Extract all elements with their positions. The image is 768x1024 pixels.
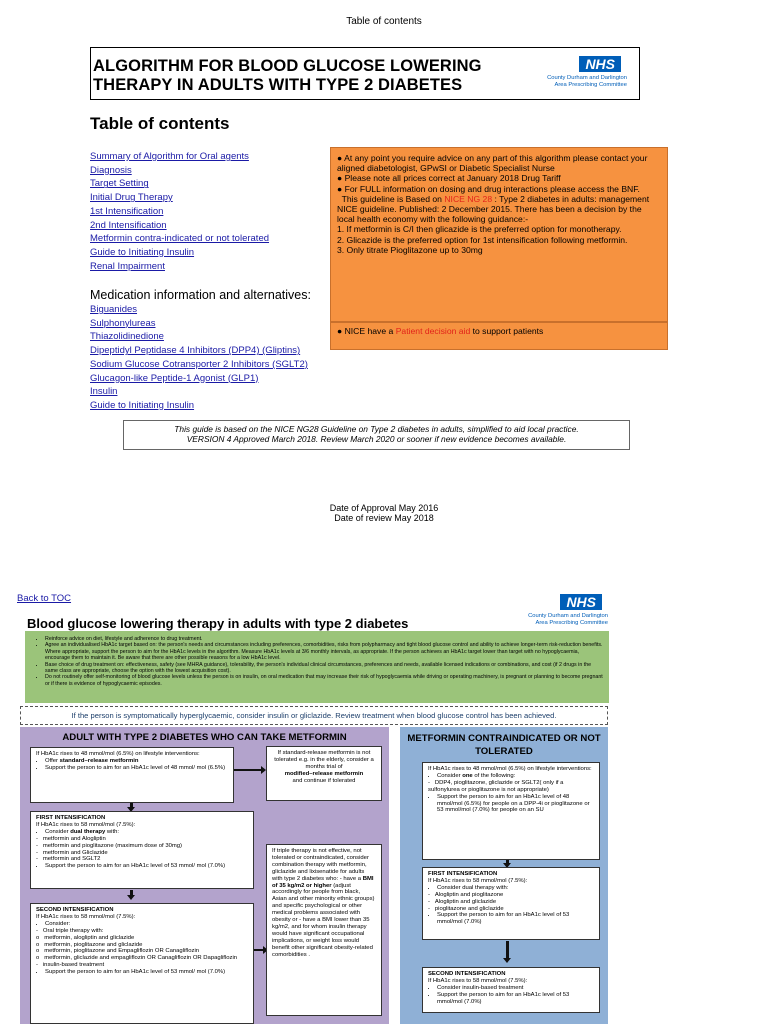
box-text-bold: dual therapy (70, 828, 106, 835)
box-bullet (45, 758, 228, 765)
box-text: Oral triple therapy with: (42, 927, 104, 934)
advice-bullet: • Base choice of drug treatment on: effectiveness, safety (see MHRA guidance), tolerability, the person's individual clinical circumstances, preferences and needs, available licensed indications or combinations, and cost (if 2 drugs in the same class are appropriate, choose the option with the lowest acquisition cost). (45, 662, 603, 675)
nice-ng28-link[interactable]: NICE NG 28 (444, 193, 495, 204)
medication-link-list (90, 303, 308, 413)
toc-heading: Table of contents (90, 114, 230, 133)
toc-link-initiating-insulin[interactable]: Guide to Initiating Insulin (90, 246, 195, 258)
advice-text: ● For FULL information on dosing and drug interactions please access the BNF. (337, 183, 640, 194)
box-text: metformin, pioglitazone and Empagliflozin OR Canagliflozin (44, 948, 200, 955)
box-text: metformin and pioglitazone (maximum dose of 30mg) (42, 842, 183, 849)
document-title-box (90, 47, 640, 100)
box-dash-item: - insulin-based treatment (36, 962, 105, 969)
triple-therapy-alternative-box (266, 844, 382, 1016)
decision-aid-text: ● NICE have a (337, 326, 396, 336)
advice-bullet: • Reinforce advice on diet, lifestyle and adherence to drug treatment. (45, 636, 603, 642)
toc-link-list (90, 150, 269, 273)
nhs-logo-subtitle (478, 613, 608, 627)
box-bullet: • Support the person to aim for an HbA1c level of 53 mmol/mol (7.0%) (437, 912, 594, 926)
advice-bullet: • Do not routinely offer self-monitoring of blood glucose levels unless the person is on insulin, on oral medication that may increase their risk of hypoglycaemia while driving or operating machinery, is pregnant or planning to become pregnant or if there is evidence of hypoglycaemic episodes. (45, 674, 603, 687)
box-bullet: • Support the person to aim for an HbA1c level of 48 mmol/ mol (6.5%) (45, 765, 228, 772)
box-bullet: • Consider dual therapy with: (437, 885, 594, 892)
box-heading: SECOND INTENSIFICATION (428, 971, 506, 977)
box-bullet: • Support the person to aim for an HbA1c level of 48 mmol/mol (6.5%) for people on a DPP-4i or pioglitazone or 53 mmol/mol (7.0%) for people on an SU (437, 794, 594, 815)
box-bullet: • Consider: (45, 921, 248, 928)
patient-decision-aid-link[interactable]: Patient decision aid (395, 326, 471, 336)
document-title-line: ALGORITHM FOR BLOOD GLUCOSE LOWERING (93, 57, 482, 75)
box-heading: FIRST INTENSIFICATION (428, 871, 498, 877)
back-to-toc-link[interactable]: Back to TOC (17, 593, 72, 604)
advice-text: ● At any point you require advice on any part of this algorithm please contact your aligned diabetologist, GPwSI or Diabetic Specialist Nurse (337, 153, 648, 174)
box-text: Alogliptin and gliclazide (434, 898, 497, 905)
box-text: metformin and SGLT2 (42, 856, 101, 863)
box-dash-item: - pioglitazone and gliclazide (428, 905, 504, 912)
box-heading: FIRST INTENSIFICATION (36, 815, 106, 821)
toc-link-initial-drug-therapy[interactable]: Initial Drug Therapy (90, 192, 173, 204)
box-bullet: • Consider insulin-based treatment (437, 985, 594, 992)
document-title (93, 57, 482, 95)
metformin-contraindicated-heading: METFORMIN CONTRAINDICATED OR NOT TOLERATED (407, 733, 601, 757)
box-text-bold: one (462, 772, 473, 779)
box-bullet: • Support the person to aim for an HbA1c level of 53 mmol/ mol (7.0%) (45, 969, 248, 976)
box-text: Offer (45, 757, 60, 764)
metformin-pathway-heading: ADULT WITH TYPE 2 DIABETES WHO CAN TAKE METFORMIN (62, 732, 347, 743)
document-title-line: THERAPY IN ADULTS WITH TYPE 2 DIABETES (93, 76, 463, 94)
box-text: If triple therapy is not effective, not tolerated or contraindicated, consider combination therapy with metformin, gliclazide and lixisenatide for adults with type 2 diabetes who: - have a (272, 848, 369, 882)
arrow-down-icon (506, 941, 509, 959)
box-text: Consider (437, 772, 463, 779)
arrow-down-icon (506, 860, 509, 864)
contraindicated-initial-box (422, 762, 600, 860)
box-text-bold: standard–release metformin (59, 757, 139, 764)
box-text: If HbA1c rises to 58 mmol/mol (7.5%): (36, 913, 136, 920)
advice-box (330, 147, 668, 322)
modified-release-box (266, 746, 382, 801)
box-text: DDP4, pioglitazone, gliclazide or SGLT2( only if a sulfonylurea or pioglitazone is not appropriate) (428, 779, 564, 793)
toc-link-2nd-intensification[interactable]: 2nd Intensification (90, 219, 167, 231)
med-link-initiating-insulin[interactable]: Guide to Initiating Insulin (90, 399, 195, 411)
advice-text: 3. Only titrate Pioglitazone up to 30mg (337, 244, 483, 255)
metformin-pathway-panel (20, 727, 389, 1024)
box-text: If standard-release metformin is not tolerated e.g. in the elderly, consider a months trial of (274, 750, 374, 770)
advice-text: 1. If metformin is C/I then glicazide is the preferred option for monotherapy. (337, 224, 622, 235)
med-link-sulphonylureas[interactable]: Sulphonylureas (90, 317, 156, 329)
box-dash-item: - metformin and Gliclazide (36, 849, 108, 856)
advice-text: NICE guideline. Published: 2 December 2015. There has been a decision by the local health economy with the following guidance:- (337, 204, 642, 225)
initial-therapy-box (30, 747, 234, 803)
box-text: If HbA1c rises to 58 mmol/mol (7.5%): (36, 821, 136, 828)
box-dash-item: - Alogliptin and gliclazide (428, 898, 497, 905)
toc-link-renal-impairment[interactable]: Renal Impairment (90, 260, 165, 272)
med-link-dpp4[interactable]: Dipeptidyl Peptidase 4 Inhibitors (DPP4) (Gliptins) (90, 345, 301, 357)
box-text: pioglitazone and gliclazide (434, 905, 504, 912)
toc-link-diagnosis[interactable]: Diagnosis (90, 164, 132, 176)
nhs-logo-subtitle (497, 75, 627, 89)
box-text-bold: modified–release metformin (284, 770, 364, 777)
box-circle-item: o metformin, pioglitazone and gliclazide (36, 941, 143, 948)
toc-link-1st-intensification[interactable]: 1st Intensification (90, 205, 164, 217)
advice-bullet: • Agree an individualised HbA1c target based on: the person's needs and circumstances including preferences, comorbidities, risks from polypharmacy and tight blood glucose control and ability to achieve longer-term risk-reduction benefits. Where appropriate, support the person to aim for the HbA1c levels in the algorithm. Measure HbA1c levels at 3/6 monthly intervals, as appropriate. If the person achieves an HbA1c target lower than target with no hypoglycaemia, encourage them to maintain it. Be aware that there are other possible reasons for a low HbA1c level. (45, 642, 603, 661)
toc-link-metformin-contraindicated[interactable]: Metformin contra-indicated or not tolerated (90, 233, 270, 245)
box-text-bold: BMI of 35 kg/m2 or higher (272, 875, 374, 889)
toc-link-target-setting[interactable]: Target Setting (90, 178, 149, 190)
second-intensification-box (30, 903, 254, 1024)
medication-heading: Medication information and alternatives: (90, 288, 311, 302)
box-text: If HbA1c rises to 58 mmol/mol (7.5%): (428, 877, 528, 884)
contraindicated-second-intensification-box (422, 967, 600, 1013)
nhs-logo-mark: NHS (579, 56, 621, 72)
decision-aid-text: to support patients (470, 326, 544, 336)
first-intensification-box (30, 811, 254, 889)
box-dash-item: - metformin and pioglitazone (maximum dose of 30mg) (36, 842, 183, 849)
nhs-logo (480, 590, 610, 636)
approval-dates (0, 503, 768, 524)
box-text: If HbA1c rises to 48 mmol/mol (6.5%) on lifestyle interventions: (36, 751, 200, 757)
box-dash-item: - metformin and SGLT2 (36, 856, 101, 863)
box-text: If HbA1c rises to 58 mmol/mol (7.5%): (428, 977, 528, 984)
box-text: insulin-based treatment (42, 962, 105, 969)
guideline-note-line: This guide is based on the NICE NG28 Guideline on Type 2 diabetes in adults, simplified to aid local practice. (174, 424, 579, 434)
advice-text: ● Please note all prices correct at January 2018 Drug Tariff (337, 173, 561, 184)
advice-text: 2. Glicazide is the preferred option for 1st intensification following metformin. (337, 234, 628, 245)
box-bullet (437, 773, 594, 780)
toc-link-summary[interactable]: Summary of Algorithm for Oral agents (90, 151, 249, 162)
box-text: Consider (45, 828, 71, 835)
box-circle-item: o metformin, pioglitazone and Empagliflozin OR Canagliflozin (36, 948, 200, 955)
hyperglycaemia-note: If the person is symptomatically hyperglycaemic, consider insulin or gliclazide. Review treatment when blood glucose control has been achieved. (20, 706, 608, 725)
advice-text-part: This guideline is Based on (337, 193, 445, 204)
box-text: Alogliptin and pioglitazone (434, 891, 504, 898)
med-link-sglt2[interactable]: Sodium Glucose Cotransporter 2 Inhibitors (SGLT2) (90, 358, 308, 370)
contraindicated-first-intensification-box (422, 867, 600, 940)
box-text: with: (105, 828, 119, 835)
box-bullet (45, 829, 248, 836)
box-dash-item: - metformin and Alogliptin (36, 835, 106, 842)
approval-date: Date of Approval May 2016 (329, 503, 439, 513)
nhs-logo-line: County Durham and Darlington (547, 75, 627, 81)
nhs-logo-line: Area Prescribing Committee (535, 620, 608, 626)
box-text: metformin and Alogliptin (42, 835, 106, 842)
arrow-right-icon (234, 769, 262, 771)
box-bullet: • Support the person to aim for an HbA1c level of 53 mmol/ mol (7.0%) (45, 863, 248, 870)
general-advice-box (25, 631, 609, 703)
arrow-down-icon (130, 890, 133, 896)
med-link-insulin[interactable]: Insulin (90, 386, 118, 398)
arrow-down-icon (130, 803, 133, 808)
box-circle-item: o metformin, alogliptin and gliclazide (36, 934, 135, 941)
box-dash-item: - Oral triple therapy with: (36, 927, 104, 934)
advice-text (337, 194, 661, 204)
algorithm-title: Blood glucose lowering therapy in adults with type 2 diabetes (27, 616, 409, 631)
box-text: and continue if tolerated (292, 777, 356, 784)
box-dash-item: - DDP4, pioglitazone, gliclazide or SGLT2( only if a sulfonylurea or pioglitazone is not appropriate) (428, 779, 564, 793)
guideline-note-box (123, 420, 630, 450)
nhs-logo-mark: NHS (560, 594, 602, 610)
med-link-thiazolidinedione[interactable]: Thiazolidinedione (90, 331, 164, 343)
med-link-biguanides[interactable]: Biguanides (90, 304, 138, 315)
box-dash-item: - Alogliptin and pioglitazone (428, 891, 504, 898)
box-text: metformin, pioglitazone and gliclazide (44, 941, 143, 948)
metformin-contraindicated-panel (400, 727, 608, 1024)
box-circle-item: o metformin, gliclazide and empagliflozin OR Canagliflozin OR Dapagliflozin (36, 955, 238, 962)
box-text: If HbA1c rises to 48 mmol/mol (6.5%) on lifestyle interventions: (428, 766, 592, 772)
box-text: metformin, gliclazide and empagliflozin OR Canagliflozin OR Dapagliflozin (44, 955, 238, 962)
nhs-logo (499, 52, 629, 98)
box-text: (adjust accordingly for people from black, Asian and other minority ethnic groups) and specific psychological or other medical problems associated with obesity or - have a BMI lower than 35 kg/m2, and for whom insulin therapy would have significant occupational implications, or weight loss would benefit other significant obesity-related comorbidities . (272, 882, 375, 958)
box-text: of the following: (472, 772, 516, 779)
box-text: metformin, alogliptin and gliclazide (44, 934, 135, 941)
box-heading: SECOND INTENSIFICATION (36, 907, 114, 913)
nhs-logo-line: County Durham and Darlington (528, 613, 608, 619)
page-header: Table of contents (346, 16, 422, 27)
box-text: metformin and Gliclazide (42, 849, 108, 856)
arrow-right-icon (254, 949, 264, 951)
med-link-glp1[interactable]: Glucagon-like Peptide-1 Agonist (GLP1) (90, 372, 259, 384)
guideline-note-line: VERSION 4 Approved March 2018. Review March 2020 or sooner if new evidence becomes available. (186, 434, 567, 445)
decision-aid-box (330, 322, 668, 350)
review-date: Date of review May 2018 (334, 513, 434, 524)
nhs-logo-line: Area Prescribing Committee (554, 82, 627, 88)
box-bullet: • Support the person to aim for an HbA1c level of 53 mmol/mol (7.0%) (437, 992, 594, 1006)
advice-text-part: : Type 2 diabetes in adults: management (494, 193, 650, 204)
